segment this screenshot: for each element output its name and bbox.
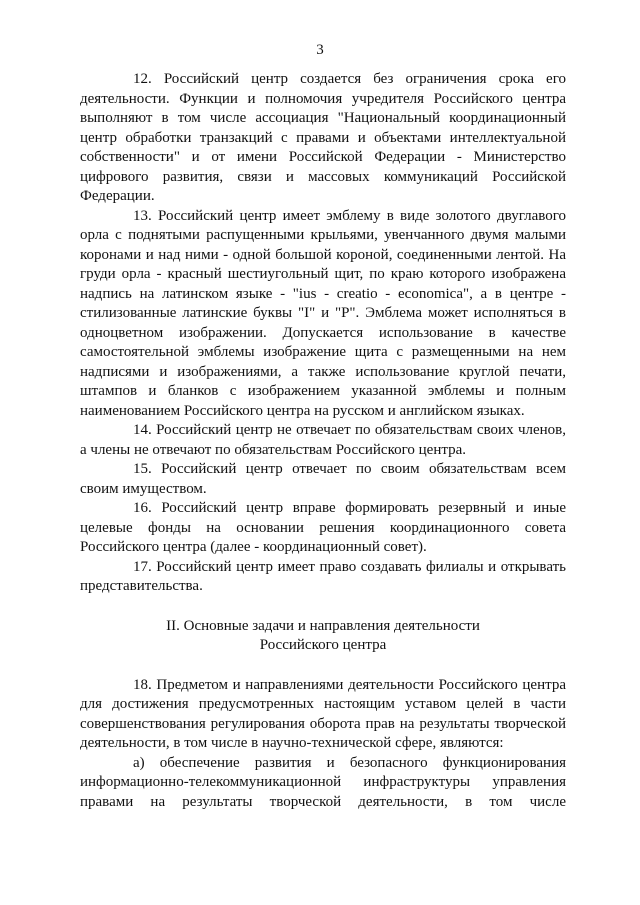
section-heading (80, 617, 566, 656)
paragraph-18: 18. Предметом и направлениями деятельности Российского центра для достижения предусмотренных настоящим уставом целей в части совершенствования регулирования оборота прав на результаты творческой деятельности, в том числе в научно-технической сфере, являются: (80, 676, 566, 751)
section-heading-line-1: II. Основные задачи и направления деятельности (166, 617, 480, 634)
section-heading-line-2: Российского центра (259, 637, 387, 653)
paragraph-12: 12. Российский центр создается без ограничения срока его деятельности. Функции и полномочия учредителя Российского центра выполняют в том числе ассоциация "Национальный координационный центр обработки транзакций с правами и объектами интеллектуальной собственности" и от имени Российской Федерации - Министерство цифрового развития, связи и массовых коммуникаций Российской Федерации. (80, 71, 566, 204)
paragraph-16: 16. Российский центр вправе формировать резервный и иные целевые фонды на основании решения координационного совета Российского центра (далее - координационный совет). (80, 500, 566, 555)
paragraph-18-a: а) обеспечение развития и безопасного функционирования информационно-телекоммуникационной инфраструктуры управления правами на результаты творческой деятельности, в том числе (80, 754, 566, 810)
paragraph-15: 15. Российский центр отвечает по своим обязательствам всем своим имуществом. (80, 461, 566, 497)
paragraph-13: 13. Российский центр имеет эмблему в виде золотого двуглавого орла с поднятыми распущенными крыльями, увенчанного двумя малыми коронами и над ними - одной большой короной, соединенными лентой. На груди орла - красный шестиугольный щит, по краю которого изображена надпись на латинском языке - "ius - creatio - economica", а в центре - стилизованные латинские буквы "I" и "P". Эмблема может исполняться в одноцветном изображении. Допускается использование в качестве самостоятельной эмблемы изображение щита с размещенными на нем надписями и изображениями, а также использование круглой печати, штампов и бланков с изображением указанной эмблемы и полным наименованием Российского центра на русском и английском языках. (80, 207, 566, 419)
paragraph-14: 14. Российский центр не отвечает по обязательствам своих членов, а члены не отвечают по обязательствам Российского центра. (80, 422, 566, 458)
paragraph-17: 17. Российский центр имеет право создавать филиалы и открывать представительства. (80, 558, 566, 594)
document-body (80, 70, 566, 812)
page-number: 3 (316, 42, 324, 58)
